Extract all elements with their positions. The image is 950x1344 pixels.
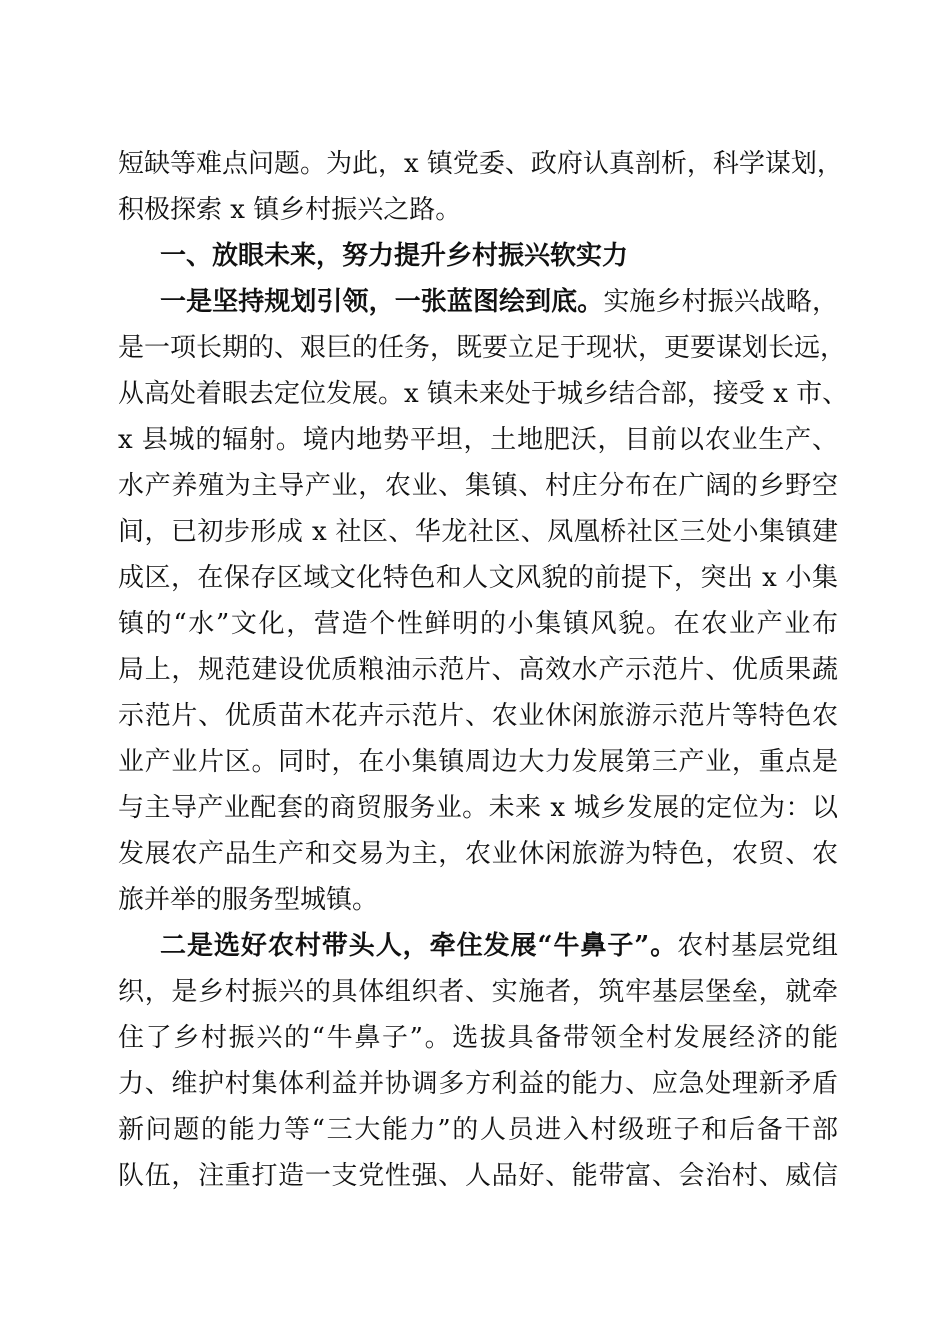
text-line: 织，是乡村振兴的具体组织者、实施者，筑牢基层堡垒，就牵	[118, 977, 838, 1007]
text-line: 积极探索 x 镇乡村振兴之路。	[118, 195, 462, 225]
paragraph-first-line	[160, 926, 838, 966]
text-line: 业产业片区。同时，在小集镇周边大力发展第三产业，重点是	[118, 747, 838, 777]
text-line: 间，已初步形成 x 社区、华龙社区、凤凰桥社区三处小集镇建	[118, 517, 838, 547]
text-line: 新问题的能力等“三大能力”的人员进入村级班子和后备干部	[118, 1115, 838, 1145]
paragraph-lead: 二是选好农村带头人，牵住发展“牛鼻子”。	[160, 931, 678, 961]
text-line: 旅并举的服务型城镇。	[118, 885, 379, 915]
text-line: 是一项长期的、艰巨的任务，既要立足于现状，更要谋划长远，	[118, 333, 847, 363]
text-line: 住了乡村振兴的“牛鼻子”。选拔具备带领全村发展经济的能	[118, 1023, 838, 1053]
text-line: 水产养殖为主导产业，农业、集镇、村庄分布在广阔的乡野空	[118, 471, 838, 501]
text-line: 发展农产品生产和交易为主，农业休闲旅游为特色，农贸、农	[118, 839, 838, 869]
text-line: 成区，在保存区域文化特色和人文风貌的前提下，突出 x 小集	[118, 563, 838, 593]
text-line: x 县城的辐射。境内地势平坦，土地肥沃，目前以农业生产、	[118, 425, 838, 455]
paragraph-text: 实施乡村振兴战略，	[603, 287, 838, 317]
text-line: 镇的“水”文化，营造个性鲜明的小集镇风貌。在农业产业布	[118, 609, 838, 639]
paragraph-first-line	[160, 282, 838, 322]
section-heading: 一、放眼未来，努力提升乡村振兴软实力	[160, 241, 629, 271]
paragraph-lead: 一是坚持规划引领，一张蓝图绘到底。	[160, 287, 604, 317]
text-line: 队伍，注重打造一支党性强、人品好、能带富、会治村、威信	[118, 1161, 838, 1191]
text-line: 与主导产业配套的商贸服务业。未来 x 城乡发展的定位为：以	[118, 793, 838, 823]
paragraph-text: 农村基层党组	[677, 931, 838, 961]
text-line: 从高处着眼去定位发展。x 镇未来处于城乡结合部，接受 x 市、	[118, 379, 849, 409]
text-line: 局上，规范建设优质粮油示范片、高效水产示范片、优质果蔬	[118, 655, 838, 685]
text-line: 示范片、优质苗木花卉示范片、农业休闲旅游示范片等特色农	[118, 701, 838, 731]
text-line: 短缺等难点问题。为此，x 镇党委、政府认真剖析，科学谋划，	[118, 149, 843, 179]
text-line: 力、维护村集体利益并协调多方利益的能力、应急处理新矛盾	[118, 1069, 838, 1099]
